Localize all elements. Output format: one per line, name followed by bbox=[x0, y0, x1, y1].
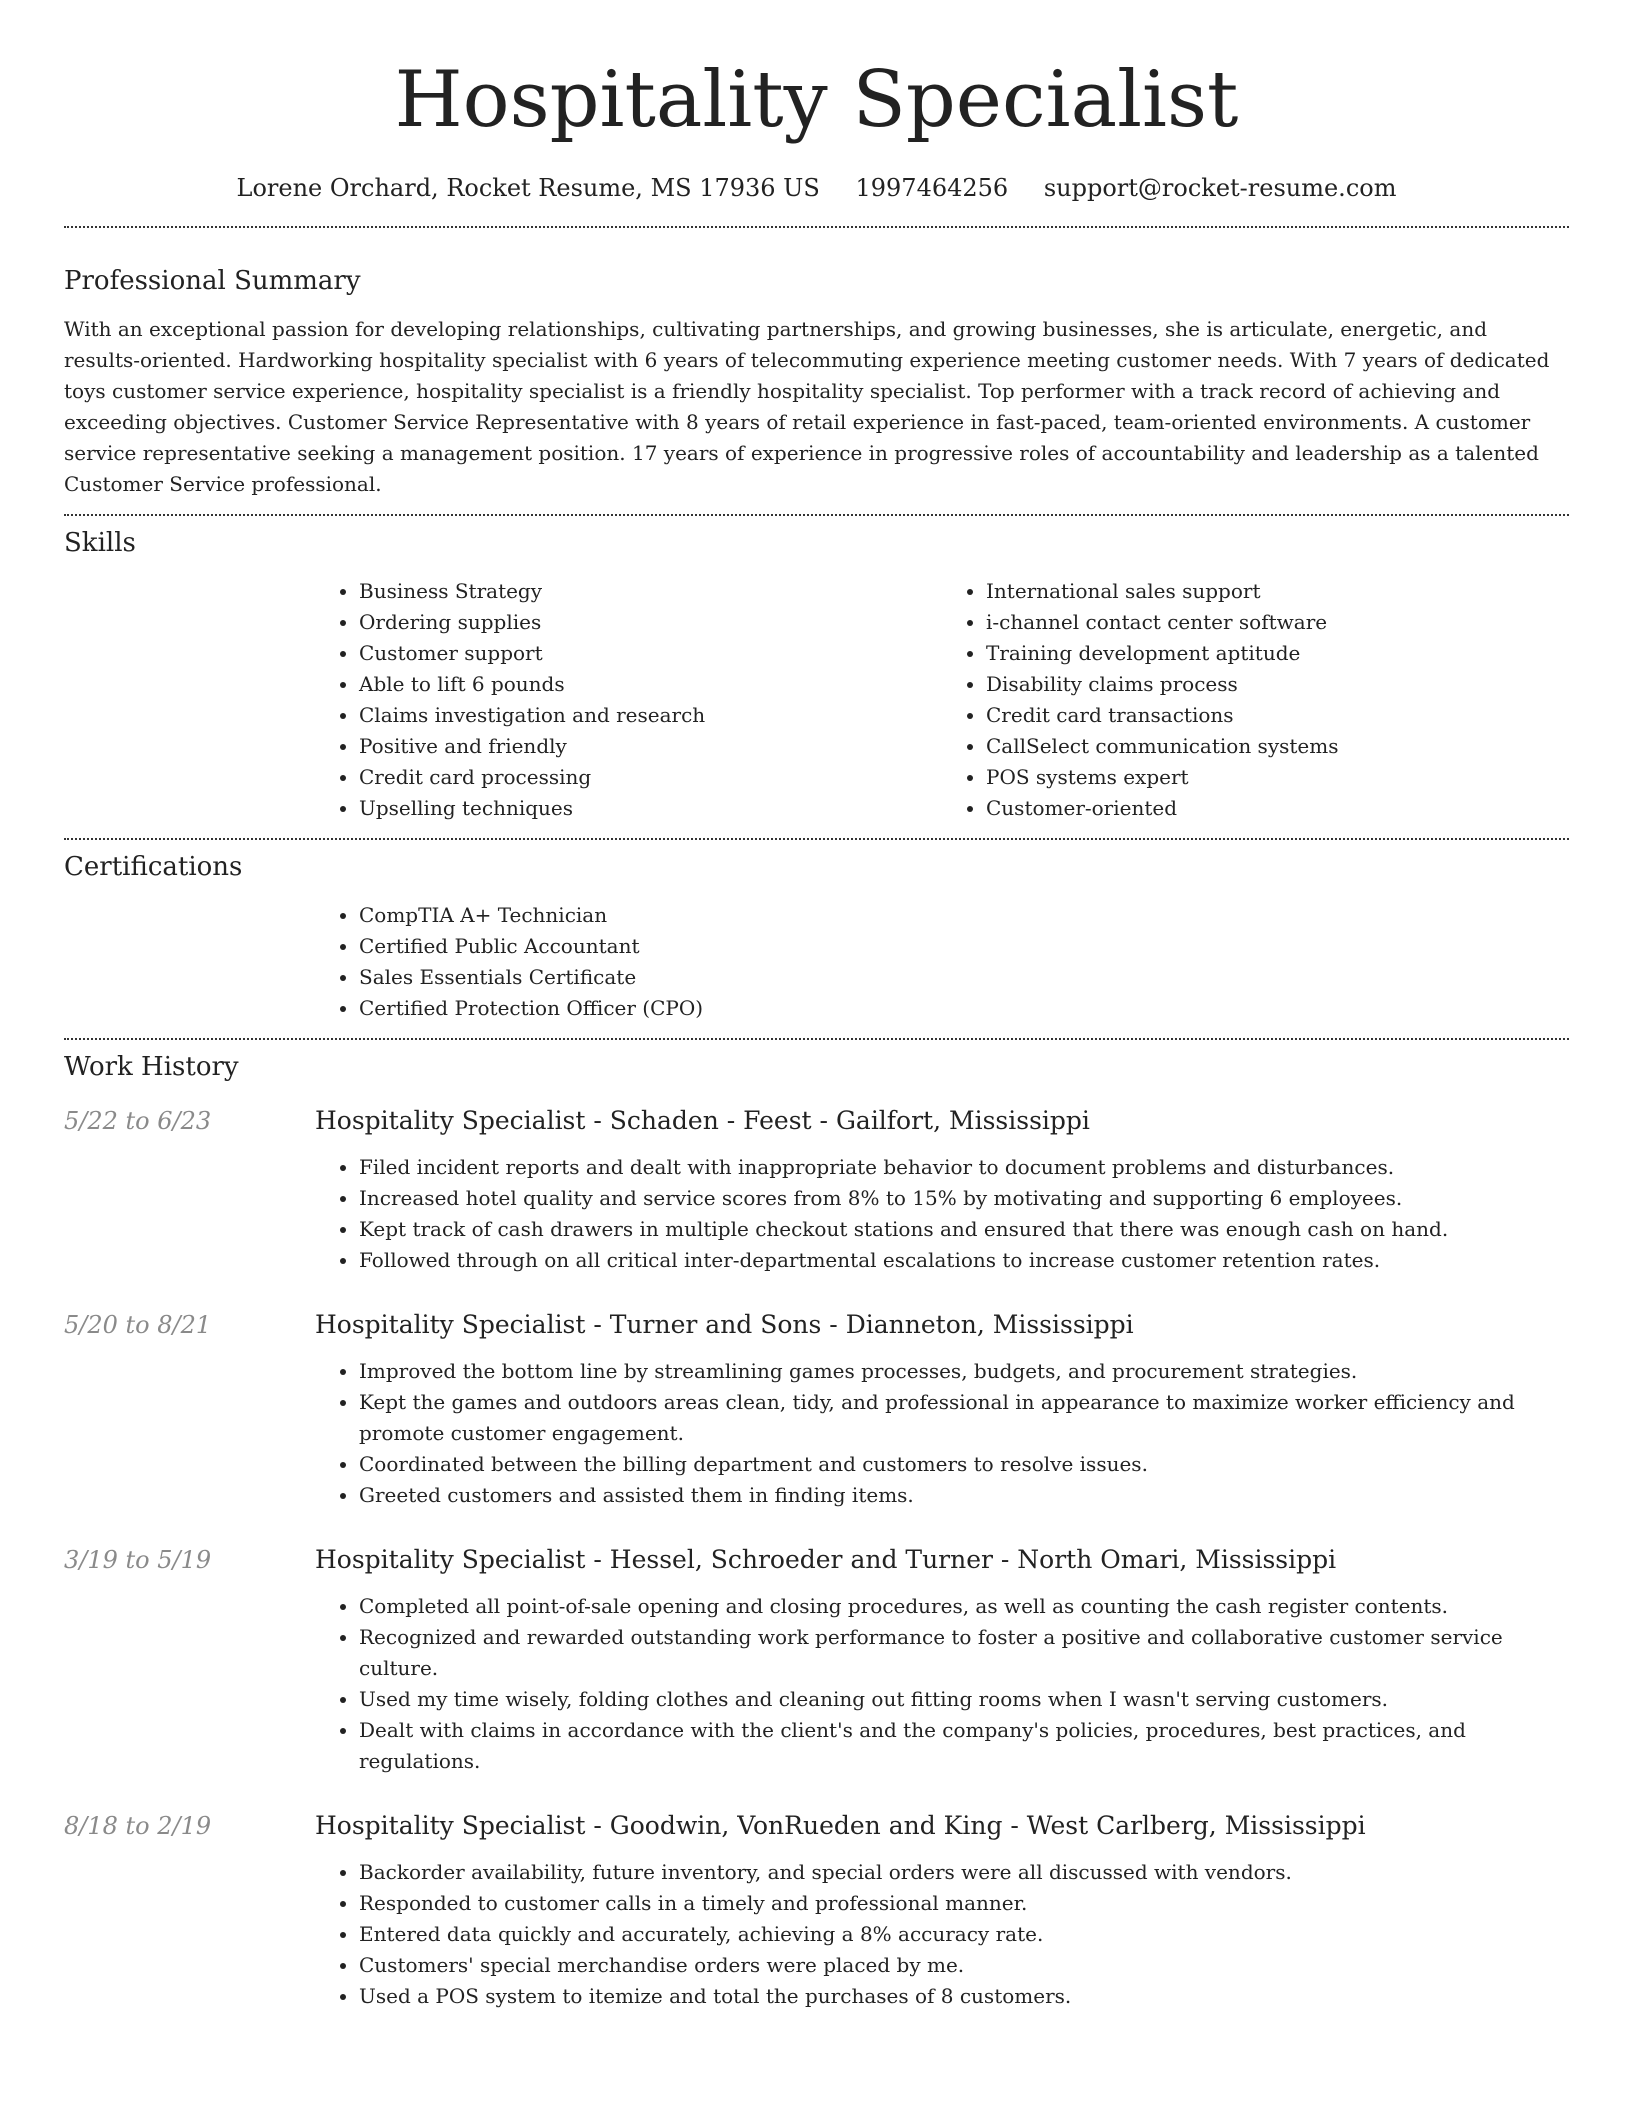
skill-item: • Upselling techniques bbox=[359, 793, 942, 824]
skill-item: • Customer support bbox=[359, 638, 942, 669]
job-entry bbox=[64, 1543, 1569, 1777]
resume-page bbox=[64, 0, 1569, 2012]
job-bullet: • Followed through on all critical inter-departmental escalations to increase customer retention rates. bbox=[359, 1245, 1569, 1276]
certification-item: • CompTIA A+ Technician bbox=[359, 900, 1569, 931]
skill-item: • Training development aptitude bbox=[986, 638, 1569, 669]
contact-line bbox=[64, 172, 1569, 204]
certification-item: • Sales Essentials Certificate bbox=[359, 962, 1569, 993]
job-bullet: • Coordinated between the billing department and customers to resolve issues. bbox=[359, 1449, 1569, 1480]
job-company: - Turner and Sons - Dianneton, Mississippi bbox=[585, 1310, 1134, 1339]
summary-heading: Professional Summary bbox=[64, 266, 361, 296]
job-title bbox=[315, 1308, 1569, 1342]
job-bullet: • Greeted customers and assisted them in finding items. bbox=[359, 1480, 1569, 1511]
skill-item: • Disability claims process bbox=[986, 669, 1569, 700]
job-company: - Hessel, Schroeder and Turner - North Omari, Mississippi bbox=[585, 1545, 1337, 1574]
job-bullets bbox=[315, 1857, 1569, 2012]
job-bullet: • Customers' special merchandise orders were placed by me. bbox=[359, 1950, 1569, 1981]
skills-grid bbox=[315, 576, 1569, 824]
skill-item: • i-channel contact center software bbox=[986, 607, 1569, 638]
skill-item: • Able to lift 6 pounds bbox=[359, 669, 942, 700]
summary-text: With an exceptional passion for developing relationships, cultivating partnerships, and growing businesses, she is articulate, energetic, and results-oriented. Hardworking hospitality specialist with 6 years of telecommuting experience meeting customer needs. With 7 years of dedicated toys customer service experience, hospitality specialist is a friendly hospitality specialist. Top performer with a track record of achieving and exceeding objectives. Customer Service Representative with 8 years of retail experience in fast-paced, team-oriented environments. A customer service representative seeking a management position. 17 years of experience in progressive roles of accountability and leadership as a talented Customer Service professional. bbox=[64, 317, 1550, 496]
skill-item: • Credit card processing bbox=[359, 762, 942, 793]
job-bullet: • Completed all point-of-sale opening and closing procedures, as well as counting the cash register contents. bbox=[359, 1591, 1569, 1622]
contact-phone: 1997464256 bbox=[855, 174, 1009, 202]
job-bullet: • Dealt with claims in accordance with the client's and the company's policies, procedures, best practices, and regulations. bbox=[359, 1715, 1569, 1777]
job-entry bbox=[64, 1809, 1569, 2012]
job-dates: 3/19 to 5/19 bbox=[64, 1546, 212, 1574]
job-entry bbox=[64, 1104, 1569, 1276]
job-company: - Schaden - Feest - Gailfort, Mississippi bbox=[585, 1106, 1090, 1135]
skills-section bbox=[64, 516, 1569, 824]
job-bullet: • Entered data quickly and accurately, achieving a 8% accuracy rate. bbox=[359, 1919, 1569, 1950]
skill-item: • Credit card transactions bbox=[986, 700, 1569, 731]
job-title bbox=[315, 1104, 1569, 1138]
skill-item: • POS systems expert bbox=[986, 762, 1569, 793]
job-company: - Goodwin, VonRueden and King - West Carlberg, Mississippi bbox=[585, 1811, 1366, 1840]
skills-list-left bbox=[315, 576, 942, 824]
contact-address: Lorene Orchard, Rocket Resume, MS 17936 US bbox=[236, 174, 820, 202]
work-history-heading: Work History bbox=[64, 1052, 239, 1082]
job-dates: 5/22 to 6/23 bbox=[64, 1107, 212, 1135]
work-history-section bbox=[64, 1040, 1569, 2012]
job-role: Hospitality Specialist bbox=[315, 1310, 586, 1339]
job-entry bbox=[64, 1308, 1569, 1511]
job-bullets bbox=[315, 1152, 1569, 1276]
job-bullet: • Used my time wisely, folding clothes and cleaning out fitting rooms when I wasn't serving customers. bbox=[359, 1684, 1569, 1715]
skill-item: • Positive and friendly bbox=[359, 731, 942, 762]
job-bullet: • Responded to customer calls in a timely and professional manner. bbox=[359, 1888, 1569, 1919]
job-bullets bbox=[315, 1356, 1569, 1511]
contact-email[interactable]: support@rocket-resume.com bbox=[1043, 174, 1397, 202]
certifications-heading: Certifications bbox=[64, 852, 243, 882]
job-role: Hospitality Specialist bbox=[315, 1811, 586, 1840]
skills-list-right bbox=[942, 576, 1569, 824]
summary-section bbox=[64, 228, 1569, 500]
job-bullet: • Improved the bottom line by streamlining games processes, budgets, and procurement strategies. bbox=[359, 1356, 1569, 1387]
skill-item: • Ordering supplies bbox=[359, 607, 942, 638]
skill-item: • Business Strategy bbox=[359, 576, 942, 607]
job-bullet: • Filed incident reports and dealt with inappropriate behavior to document problems and disturbances. bbox=[359, 1152, 1569, 1183]
job-bullets bbox=[315, 1591, 1569, 1777]
job-role: Hospitality Specialist bbox=[315, 1545, 586, 1574]
job-role: Hospitality Specialist bbox=[315, 1106, 586, 1135]
skill-item: • CallSelect communication systems bbox=[986, 731, 1569, 762]
job-bullet: • Backorder availability, future inventory, and special orders were all discussed with vendors. bbox=[359, 1857, 1569, 1888]
resume-title: Hospitality Specialist bbox=[394, 55, 1239, 145]
skill-item: • Claims investigation and research bbox=[359, 700, 942, 731]
job-title bbox=[315, 1543, 1569, 1577]
job-bullet: • Kept the games and outdoors areas clean, tidy, and professional in appearance to maximize worker efficiency and promote customer engagement. bbox=[359, 1387, 1569, 1449]
job-title bbox=[315, 1809, 1569, 1843]
certifications-list bbox=[315, 900, 1569, 1024]
job-bullet: • Increased hotel quality and service scores from 8% to 15% by motivating and supporting 6 employees. bbox=[359, 1183, 1569, 1214]
job-bullet: • Kept track of cash drawers in multiple checkout stations and ensured that there was enough cash on hand. bbox=[359, 1214, 1569, 1245]
skill-item: • Customer-oriented bbox=[986, 793, 1569, 824]
skills-heading: Skills bbox=[64, 528, 136, 558]
job-dates: 5/20 to 8/21 bbox=[64, 1311, 212, 1339]
job-bullet: • Used a POS system to itemize and total the purchases of 8 customers. bbox=[359, 1981, 1569, 2012]
certification-item: • Certified Protection Officer (CPO) bbox=[359, 993, 1569, 1024]
job-bullet: • Recognized and rewarded outstanding work performance to foster a positive and collaborative customer service culture. bbox=[359, 1622, 1569, 1684]
skill-item: • International sales support bbox=[986, 576, 1569, 607]
certification-item: • Certified Public Accountant bbox=[359, 931, 1569, 962]
certifications-section bbox=[64, 840, 1569, 1024]
job-dates: 8/18 to 2/19 bbox=[64, 1812, 212, 1840]
